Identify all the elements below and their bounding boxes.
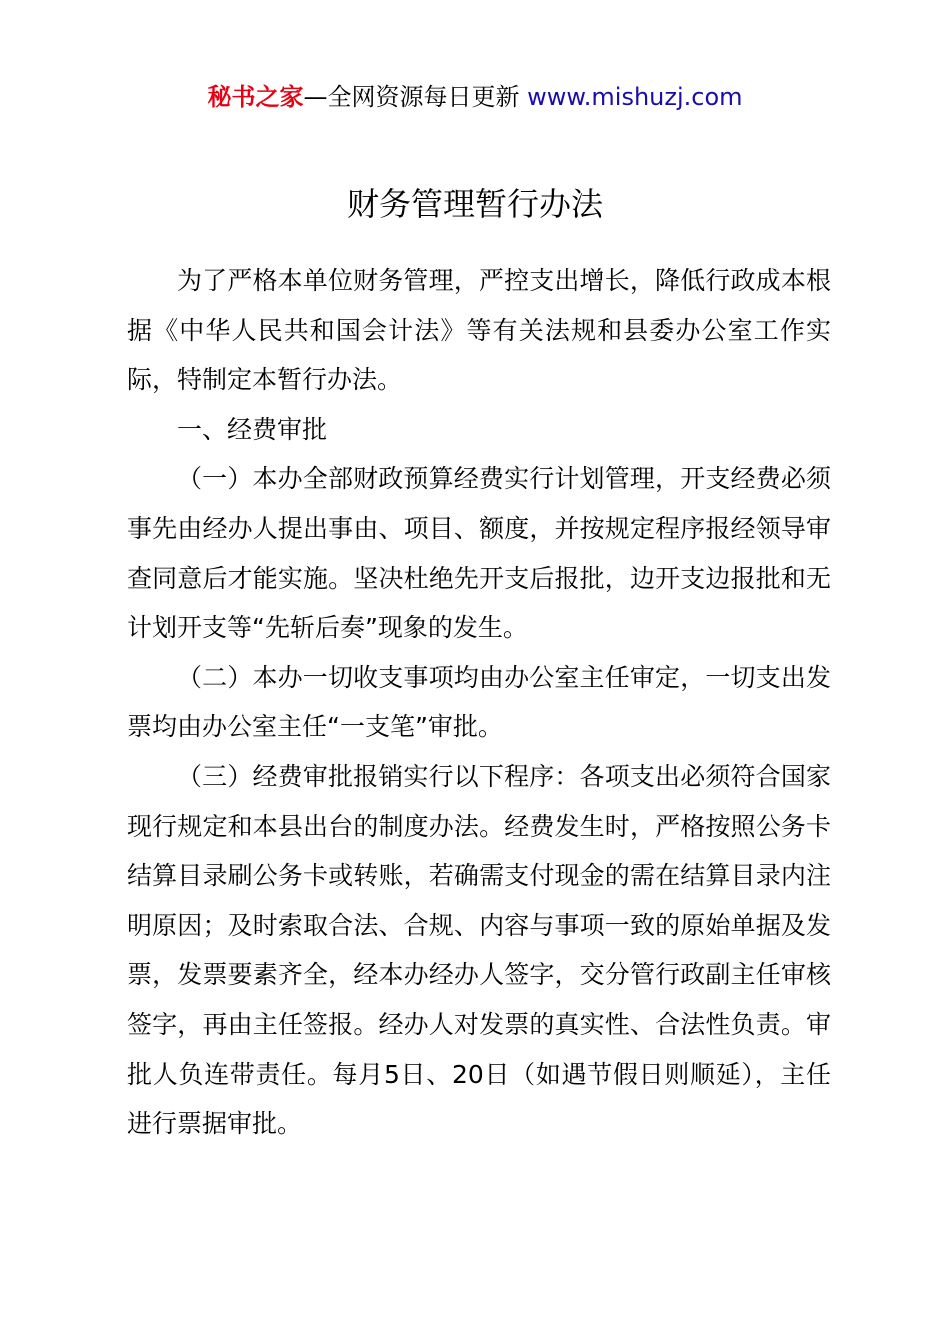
site-url-link[interactable]: www.mishuzj.com [527,83,743,111]
site-brand: 秘书之家 [207,83,304,111]
clause-paragraph: （二）本办一切收支事项均由办公室主任审定，一切支出发票均由办公室主任“一支笔”审批。 [127,662,831,742]
document-body [127,256,831,1149]
intro-paragraph: 为了严格本单位财务管理，严控支出增长，降低行政成本根据《中华人民共和国会计法》等有关法规和县委办公室工作实际，特制定本暂行办法。 [127,266,831,395]
site-header [0,80,950,114]
document-title: 财务管理暂行办法 [346,185,603,223]
clause-paragraph: （一）本办全部财政预算经费实行计划管理，开支经费必须事先由经办人提出事由、项目、额度，并按规定程序报经领导审查同意后才能实施。坚决杜绝先开支后报批，边开支边报批和无计划开支等“先斩后奏”现象的发生。 [127,464,831,643]
clause-paragraph: （三）经费审批报销实行以下程序：各项支出必须符合国家现行规定和本县出台的制度办法。经费发生时，严格按照公务卡结算目录刷公务卡或转账，若确需支付现金的需在结算目录内注明原因；及时索取合法、合规、内容与事项一致的原始单据及发票，发票要素齐全，经本办经办人签字，交分管行政副主任审核签字，再由主任签报。经办人对发票的真实性、合法性负责。审批人负连带责任。每月5日、20日（如遇节假日则顺延），主任进行票据审批。 [127,761,831,1139]
site-tagline: —全网资源每日更新 [303,83,520,111]
section-heading: 一、经费审批 [177,414,328,444]
